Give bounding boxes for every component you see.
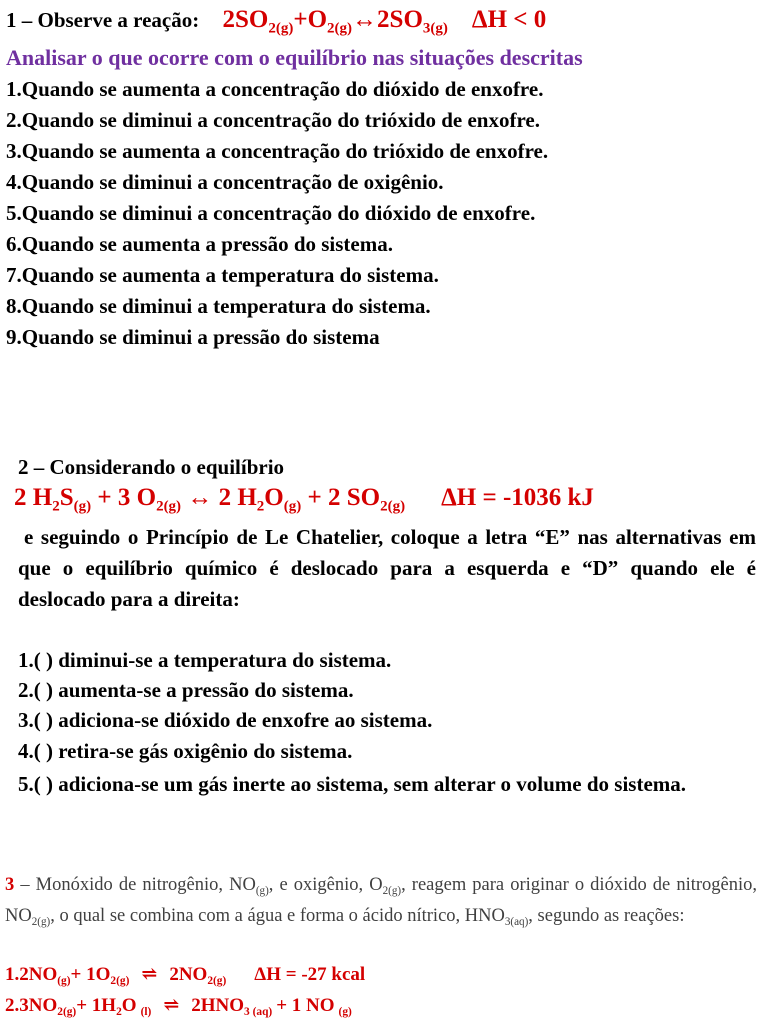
q2-item: 5.( ) adiciona-se um gás inerte ao sistema, sem alterar o volume do sistema. — [18, 772, 687, 796]
equilibrium-arrow-icon: ⇌ — [141, 964, 158, 985]
q1-header — [6, 6, 547, 37]
q1-item: 5.Quando se diminui a concentração do dióxido de enxofre. — [6, 201, 536, 225]
q2-enthalpy: ΔH = -1036 kJ — [441, 484, 594, 511]
q3-equation-2: $2.3NO_{2(g)}+ 1H_2O$ $_{(l)}$ ⇌ $2HNO_{3 (aq)} + 1$ NO $_{(g)}$ — [5, 995, 352, 1018]
q1-enthalpy: ΔH < 0 — [471, 6, 547, 33]
q2-item: 1.( ) diminui-se a temperatura do sistema. — [18, 648, 392, 672]
q2-item: 4.( ) retira-se gás oxigênio do sistema. — [18, 739, 353, 763]
equilibrium-arrow-icon: ⇌ — [163, 995, 180, 1016]
q1-item: 2.Quando se diminui a concentração do trióxido de enxofre. — [6, 108, 540, 132]
q2-item: 3.( ) adiciona-se dióxido de enxofre ao sistema. — [18, 708, 433, 732]
q2-title: 2 – Considerando o equilíbrio — [18, 455, 285, 479]
q3-enthalpy: ΔH = -27 kcal — [254, 964, 366, 985]
q1-reaction: $2SO_{2(g)}+O_{2(g)}\leftrightarrow 2SO_{3(g)}$ ΔH < 0 — [222, 6, 547, 37]
q3-equation-1: $1.2NO_{(g)}+ 1O_{2(g)}$ ⇌ $2NO_{2(g)}$ ΔH = -27 kcal — [5, 964, 366, 987]
q1-item: 3.Quando se aumenta a concentração do trióxido de enxofre. — [6, 139, 549, 163]
q1-item: 4.Quando se diminui a concentração de oxigênio. — [6, 170, 444, 194]
q2-item: 2.( ) aumenta-se a pressão do sistema. — [18, 678, 354, 702]
q1-item: 6.Quando se aumenta a pressão do sistema. — [6, 232, 393, 256]
q1-item: 8.Quando se diminui a temperatura do sistema. — [6, 294, 431, 318]
q1-title: 1 – Observe a reação: — [6, 8, 200, 32]
q2-reaction: 2 $H_2S_{(g)} + 3$ $O_{2(g)}$ ↔ 2 $H_2O_{(g)} + 2$ $SO_{2(g)}$ ΔH = -1036 kJ — [14, 484, 594, 515]
q2-paragraph: e seguindo o Princípio de Le Chatelier, coloque a letra “E” nas alternativas em que o equilíbrio químico é deslocado para a esquerda e “D” quando ele é deslocado para a direita: — [18, 525, 756, 611]
q1-instruction: Analisar o que ocorre com o equilíbrio nas situações descritas — [6, 45, 583, 70]
q3-paragraph: 3 – Monóxido de nitrogênio, $NO_{(g)}$, e oxigênio, $O_{2(g)}$, reagem para originar o dióxido de nitrogênio, $NO_{2(g)}$, o qual se combina com a água e forma o ácido nítrico, $HNO_{3(aq)}$, segundo as reações: — [5, 875, 758, 928]
q1-item: 1.Quando se aumenta a concentração do dióxido de enxofre. — [6, 77, 544, 101]
q1-item: 7.Quando se aumenta a temperatura do sistema. — [6, 263, 439, 287]
q1-item: 9.Quando se diminui a pressão do sistema — [6, 325, 380, 349]
